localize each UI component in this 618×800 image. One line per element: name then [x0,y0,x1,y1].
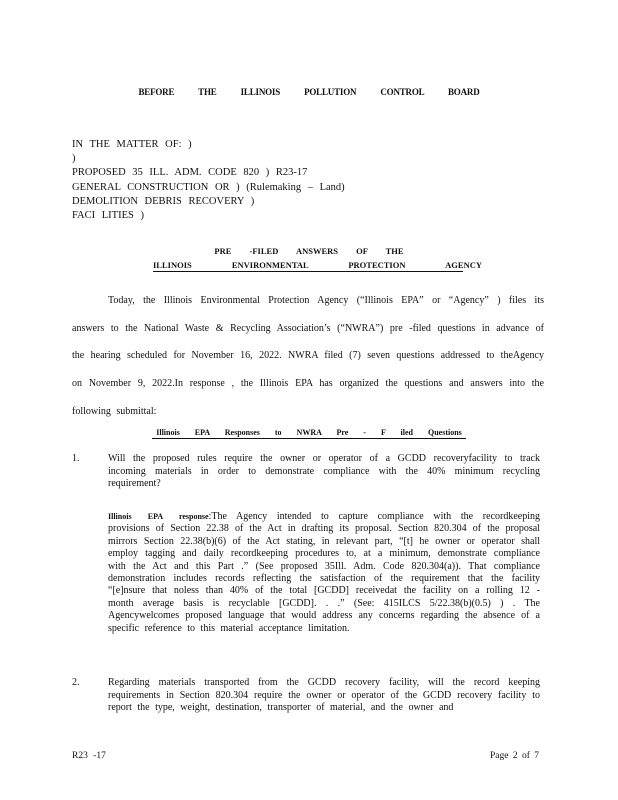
response-text: :The Agency intended to capture compliance with the recordkeeping provisions of Section 22.38 of the Act in drafting its proposal. Section 820.304 of the proposal mirrors Section 22.38(b)(6) of the Act stating, in relevant part, “[t] he owner or operator shall employ tagging and daily recordkeeping procedures to, at a minimum, demonstrate compliance with the Act and this Part .” (See proposed 35Ill. Adm. Code 820.304(a)). That compliance demonstration includes records reflecting the satisfaction of the requirement that the facility “[e]nsure that noless than 40% of the total [GCDD] receivedat the facility on a rolling 12 -month average basis is recyclable [GCDD]. . .” (See: 415ILCS 5/22.38(b)(0.5) ) . The Agencywelcomes proposed language that would address any concerns regarding the absence of a specific reference to this material acceptance limitation. [108,511,540,634]
caption-line: IN THE MATTER OF: ) [72,139,192,150]
caption-line: FACI LITIES ) [72,210,144,222]
intro-paragraph: Today, the Illinois Environmental Protection Agency (“Illinois EPA” or “Agency” ) files its answers to the National Waste & Recycling Association’s (“NWRA”) pre -filed questions in advance of the hearing scheduled for November 16, 2022. NWRA filed (7) seven questions addressed to theAgency on November 9, 2022.In response , the Illinois EPA has organized the questions and answers into the following submittal: [72,295,544,417]
case-caption [72,138,345,223]
response-label: Illinois EPA response [108,512,209,521]
question-number: 2. [72,677,80,688]
footer-page-number: Page 2 of 7 [489,751,539,761]
question-text: Regarding materials transported from the GCDD recovery facility, will the record keeping requirements in Section 820.304 require the owner or operator of the GCDD recovery facility to report the type, weight, destination, transporter of material, and the owner and [108,677,540,714]
agency-response [108,511,540,635]
caption-line: ) [72,153,76,165]
responses-heading [0,428,618,437]
document-heading-line1: PRE -FILED ANSWERS OF THE [214,246,404,256]
board-title: BEFORE THE ILLINOIS POLLUTION CONTROL BOARD [138,87,480,97]
question-number: 1. [72,453,80,464]
responses-heading-text: Illinois EPA Responses to NWRA Pre - F iled Questions [152,428,466,439]
caption-line: GENERAL CONSTRUCTION OR ) (Rulemaking – Land) [72,181,345,193]
caption-line: DEMOLITION DEBRIS RECOVERY ) [72,195,255,207]
question-text: Will the proposed rules require the owner or operator of a GCDD recoveryfacility to track incoming materials in order to demonstrate compliance with the 40% minimum recycling requirement? [108,453,540,490]
caption-line: PROPOSED 35 ILL. ADM. CODE 820 ) R23-17 [72,167,308,179]
document-heading-line2: ILLINOIS ENVIRONMENTAL PROTECTION AGENCY [153,260,482,270]
footer-docket: R23 -17 [72,751,106,761]
